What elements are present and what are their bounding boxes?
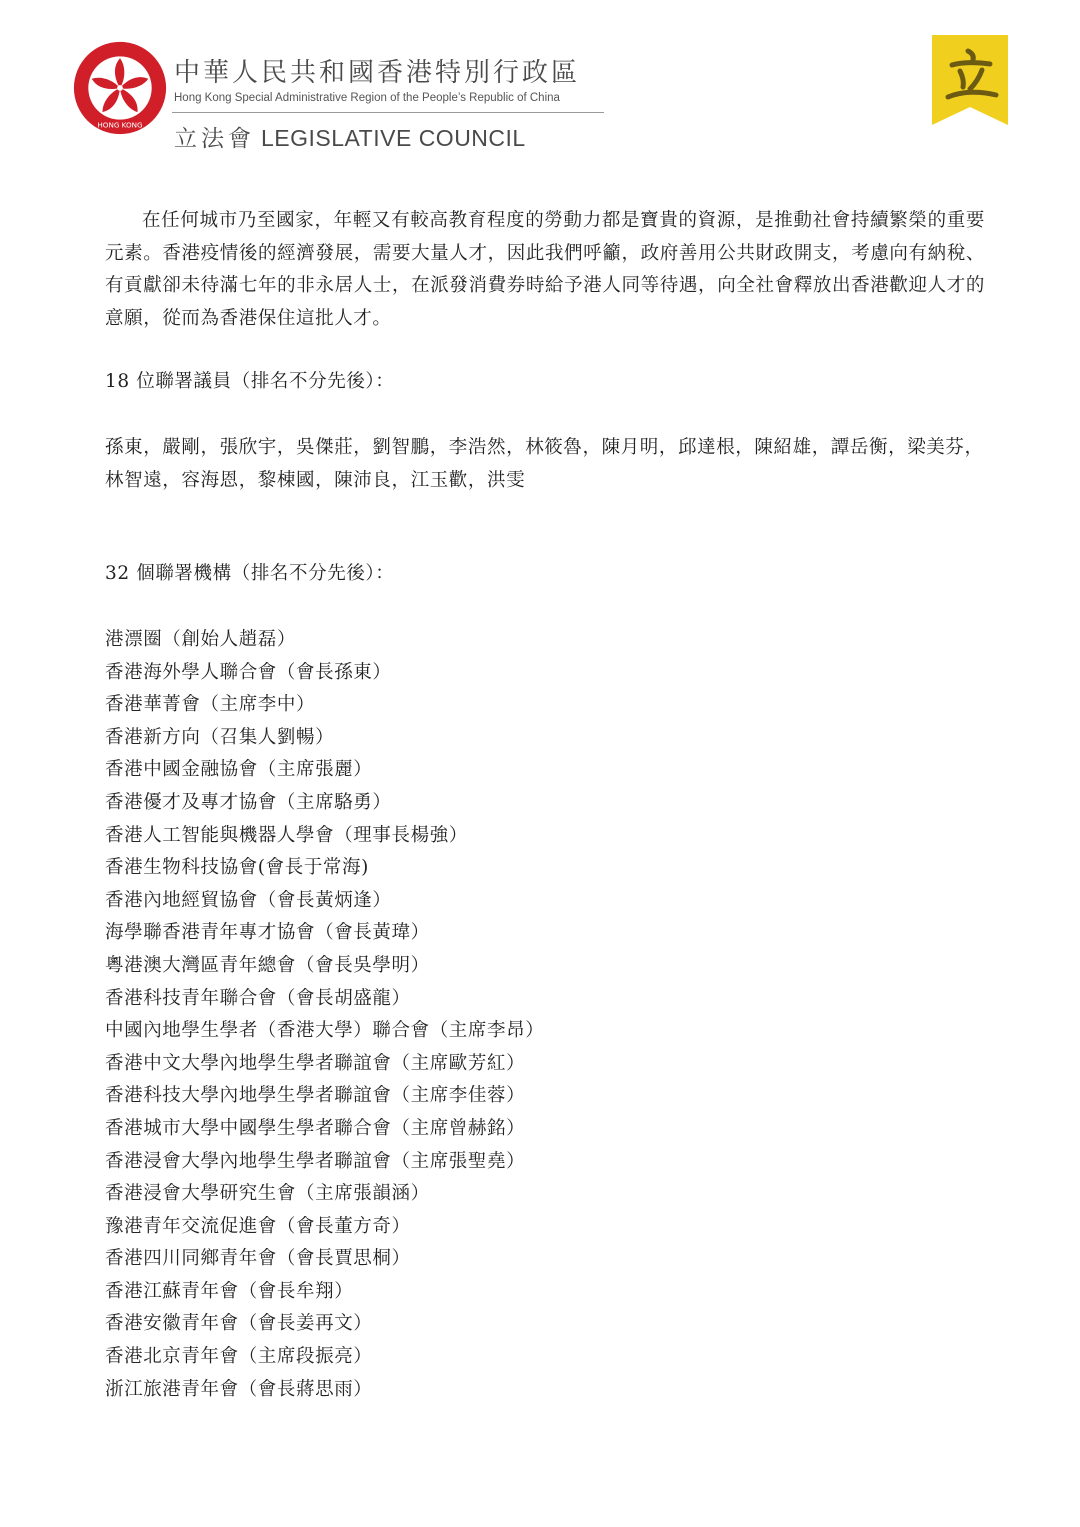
list-item: 香港科技青年聯合會（會長胡盛龍） bbox=[105, 987, 411, 1009]
list-item: 香港新方向（召集人劉暢） bbox=[105, 726, 335, 748]
list-item: 香港優才及專才協會（主席駱勇） bbox=[105, 791, 392, 813]
list-item: 香港江蘇青年會（會長牟翔） bbox=[105, 1280, 354, 1302]
government-title-zh: 中華人民共和國香港特別行政區 bbox=[174, 58, 581, 88]
list-item: 香港生物科技協會(會長于常海) bbox=[105, 857, 369, 879]
list-item: 香港海外學人聯合會（會長孫東） bbox=[105, 661, 392, 683]
emblem-caption: HONG KONG bbox=[97, 120, 143, 130]
list-item: 香港人工智能與機器人學會（理事長楊強） bbox=[105, 824, 468, 846]
appeal-paragraph: 在任何城市乃至國家，年輕又有較高教育程度的勞動力都是寶貴的資源，是推動社會持續繁榮的重要元素。香港疫情後的經濟發展，需要大量人才，因此我們呼籲，政府善用公共財政開支，考慮向有納稅、有貢獻卻未待滿七年的非永居人士，在派發消費券時給予港人同等待遇，向全社會釋放出香港歡迎人才的意願，從而為香港保住這批人才。 bbox=[105, 210, 985, 329]
organizations-list bbox=[105, 624, 985, 1406]
list-item: 香港北京青年會（主席段振亮） bbox=[105, 1346, 373, 1368]
council-title bbox=[174, 120, 526, 153]
members-heading: 18 位聯署議員（排名不分先後）： bbox=[105, 371, 395, 392]
council-title-zh: 立法會 bbox=[174, 126, 255, 152]
list-item: 海學聯香港青年專才協會（會長黃瑋） bbox=[105, 922, 430, 944]
list-item: 中國內地學生學者（香港大學）聯合會（主席李昂） bbox=[105, 1020, 545, 1042]
list-item: 香港安徽青年會（會長姜再文） bbox=[105, 1313, 373, 1335]
letterhead bbox=[0, 0, 1080, 160]
list-item: 香港城市大學中國學生學者聯合會（主席曾赫銘） bbox=[105, 1117, 526, 1139]
list-item: 香港華菁會（主席李中） bbox=[105, 694, 316, 716]
list-item: 浙江旅港青年會（會長蔣思雨） bbox=[105, 1378, 373, 1400]
list-item: 粵港澳大灣區青年總會（會長吳學明） bbox=[105, 954, 430, 976]
legco-logo-icon bbox=[932, 35, 1008, 125]
list-item: 香港浸會大學研究生會（主席張韻涵） bbox=[105, 1183, 430, 1205]
list-item: 香港內地經貿協會（會長黃炳逢） bbox=[105, 889, 392, 911]
hksar-emblem-icon bbox=[72, 40, 168, 136]
list-item: 香港科技大學內地學生學者聯誼會（主席李佳蓉） bbox=[105, 1085, 526, 1107]
list-item: 香港中國金融協會（主席張麗） bbox=[105, 759, 373, 781]
letter-body bbox=[105, 205, 985, 1406]
list-item: 香港浸會大學內地學生學者聯誼會（主席張聖堯） bbox=[105, 1150, 526, 1172]
organizations-heading: 32 個聯署機構（排名不分先後）： bbox=[105, 563, 395, 584]
government-title-en: Hong Kong Special Administrative Region of the People’s Republic of China bbox=[174, 92, 560, 104]
letterhead-divider bbox=[172, 112, 604, 113]
list-item: 豫港青年交流促進會（會長董方奇） bbox=[105, 1215, 411, 1237]
members-list: 孫東，嚴剛，張欣宇，吳傑莊，劉智鵬，李浩然，林筱魯，陳月明，邱達根，陳紹雄，譚岳衡，梁美芬，林智遠，容海恩，黎棟國，陳沛良，江玉歡，洪雯 bbox=[105, 437, 984, 491]
list-item: 香港四川同鄉青年會（會長賈思桐） bbox=[105, 1248, 411, 1270]
list-item: 香港中文大學內地學生學者聯誼會（主席歐芳紅） bbox=[105, 1052, 526, 1074]
list-item: 港漂圈（創始人趙磊） bbox=[105, 629, 297, 650]
council-title-en: LEGISLATIVE COUNCIL bbox=[261, 125, 526, 151]
